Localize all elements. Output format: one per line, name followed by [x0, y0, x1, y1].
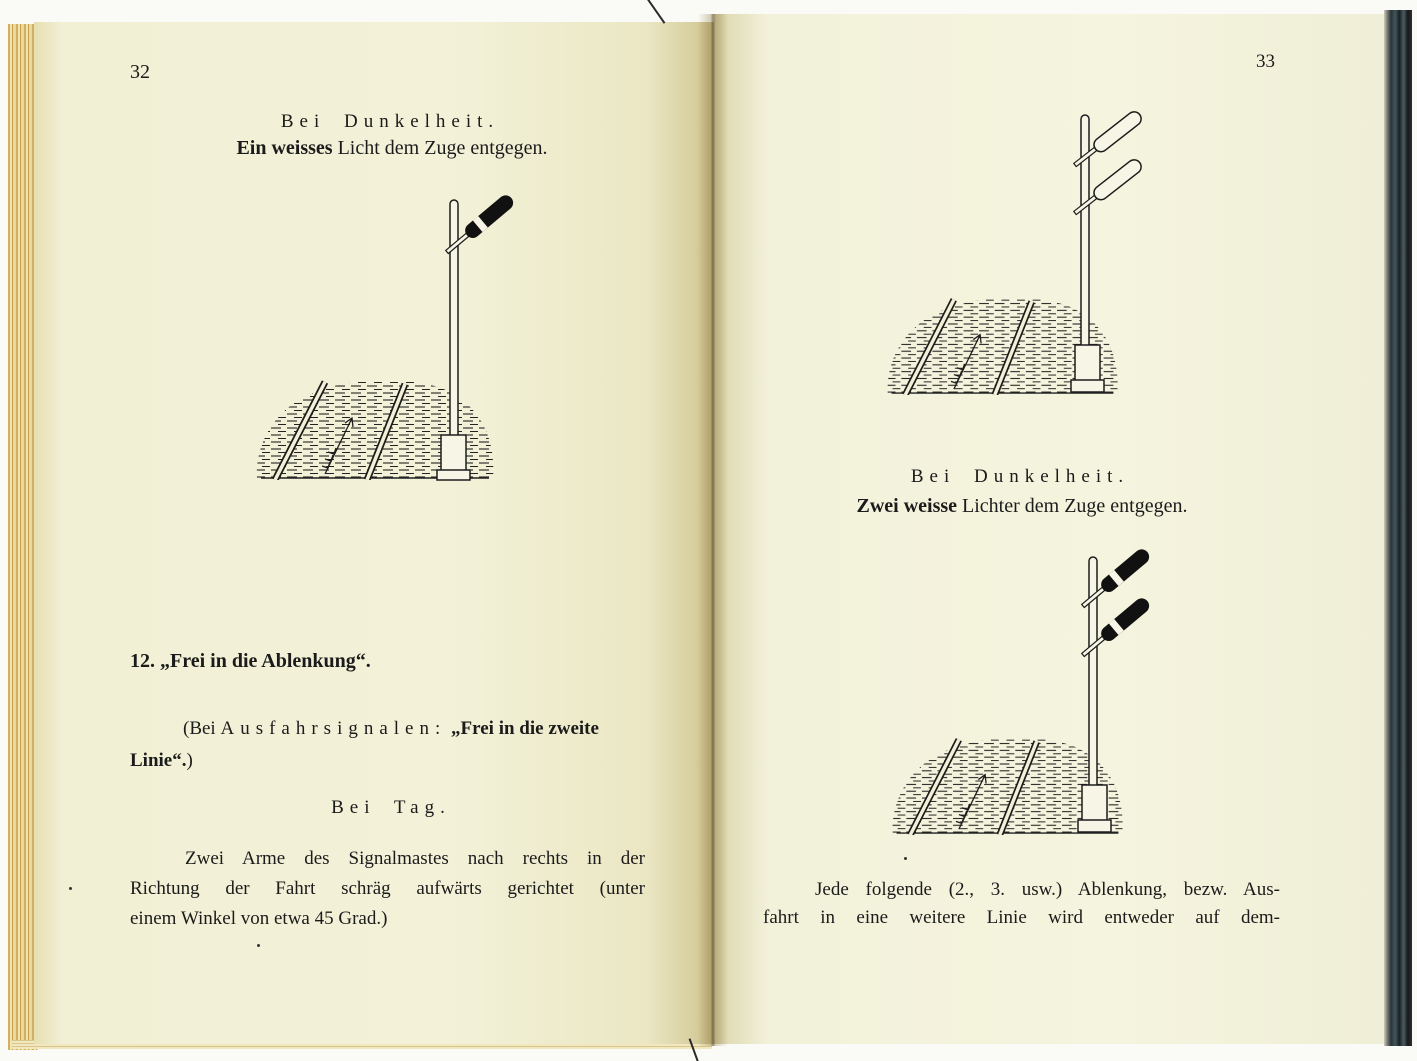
- note-spaced: Ausfahrsignalen:: [220, 718, 447, 739]
- day-heading: Bei Tag.: [331, 797, 451, 818]
- mast-foot: [1078, 820, 1111, 832]
- night-caption: [190, 136, 594, 160]
- caption-text: Lichter dem Zuge entgegen.: [957, 495, 1188, 517]
- note-line-1: [183, 717, 599, 741]
- signal-illustration-left: [257, 192, 516, 480]
- paragraph-line: Zwei Arme des Signalmastes nach rechts in der: [185, 848, 645, 869]
- signal-mast: [450, 200, 458, 440]
- mast-base: [441, 435, 466, 475]
- signal-illustration-right-top: [888, 109, 1144, 395]
- note-bold-continued: Linie“.: [130, 750, 187, 771]
- mast-foot: [437, 470, 470, 480]
- note-line-2: [130, 749, 193, 773]
- section-title: 12. „Frei in die Ablenkung“.: [130, 650, 371, 672]
- paragraph-line: Jede folgende (2., 3. usw.) Ablenkung, bezw. Aus-: [815, 879, 1280, 900]
- night-caption: [810, 494, 1234, 518]
- paragraph-line: Richtung der Fahrt schräg aufwärts gerichtet (unter: [130, 878, 645, 899]
- caption-bold: Ein weisses: [236, 137, 333, 159]
- night-heading: Bei Dunkelheit.: [910, 466, 1130, 487]
- page-number-left: 32: [130, 61, 150, 83]
- caption-bold: Zwei weisse: [856, 495, 958, 517]
- mast-foot: [1071, 380, 1104, 392]
- paragraph-line: einem Winkel von etwa 45 Grad.): [130, 908, 388, 929]
- paragraph-line: fahrt in eine weitere Linie wird entweder auf dem-: [763, 907, 1280, 928]
- mast-base: [1082, 785, 1107, 823]
- night-heading: Bei Dunkelheit.: [280, 111, 500, 132]
- caption-text: Licht dem Zuge entgegen.: [332, 137, 548, 159]
- note-close: ): [186, 750, 193, 771]
- signal-mast: [1081, 115, 1089, 351]
- note-bold: „Frei in die zweite: [446, 718, 599, 739]
- note-open: (Bei: [183, 718, 221, 739]
- mast-base: [1075, 345, 1100, 383]
- page-number-right: 33: [1256, 51, 1275, 72]
- signal-illustration-right-bottom: [893, 546, 1153, 835]
